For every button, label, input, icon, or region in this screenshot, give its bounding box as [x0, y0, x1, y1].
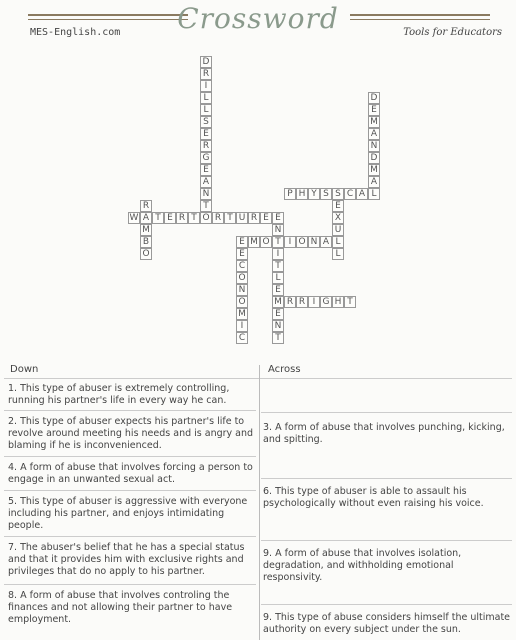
- clue-separator: [4, 410, 256, 411]
- crossword-cell[interactable]: T: [272, 236, 284, 248]
- site-name: MES-English.com: [30, 27, 121, 38]
- crossword-cell[interactable]: S: [332, 188, 344, 200]
- crossword-cell[interactable]: R: [140, 200, 152, 212]
- across-clue-3: 3. A form of abuse that involves punching, kicking, and spitting.: [263, 422, 505, 445]
- crossword-cell[interactable]: X: [332, 212, 344, 224]
- crossword-cell[interactable]: I: [200, 80, 212, 92]
- down-clue-4: 4. A form of abuse that involves forcing a person to engage in an unwanted sexual act.: [8, 462, 253, 485]
- crossword-cell[interactable]: T: [188, 212, 200, 224]
- crossword-cell[interactable]: E: [236, 236, 248, 248]
- crossword-cell[interactable]: E: [200, 128, 212, 140]
- crossword-cell[interactable]: E: [272, 308, 284, 320]
- across-clue-9b: 9. This type of abuse considers himself the ultimate authority on every subject under the sun.: [263, 612, 511, 635]
- crossword-cell[interactable]: A: [356, 188, 368, 200]
- crossword-cell[interactable]: O: [236, 296, 248, 308]
- crossword-cell[interactable]: N: [308, 236, 320, 248]
- across-heading: Across: [268, 364, 301, 375]
- tagline: Tools for Educators: [403, 27, 502, 38]
- crossword-cell[interactable]: N: [200, 188, 212, 200]
- crossword-cell[interactable]: T: [152, 212, 164, 224]
- crossword-cell[interactable]: S: [320, 188, 332, 200]
- crossword-cell[interactable]: N: [272, 224, 284, 236]
- crossword-cell[interactable]: I: [284, 236, 296, 248]
- crossword-cell[interactable]: R: [200, 68, 212, 80]
- crossword-cell[interactable]: L: [368, 188, 380, 200]
- crossword-cell[interactable]: O: [260, 236, 272, 248]
- down-clue-7: 7. The abuser's belief that he has a special status and that it provides him with exclusive rights and privileges that do no apply to his partner.: [8, 542, 245, 577]
- clue-separator: [261, 412, 512, 413]
- crossword-cell[interactable]: R: [296, 296, 308, 308]
- down-heading: Down: [10, 364, 39, 375]
- crossword-cell[interactable]: R: [248, 212, 260, 224]
- clue-separator: [261, 540, 512, 541]
- crossword-cell[interactable]: M: [272, 296, 284, 308]
- crossword-cell[interactable]: M: [248, 236, 260, 248]
- crossword-cell[interactable]: D: [200, 56, 212, 68]
- crossword-cell[interactable]: A: [320, 236, 332, 248]
- crossword-cell[interactable]: N: [272, 320, 284, 332]
- crossword-cell[interactable]: U: [236, 212, 248, 224]
- crossword-cell[interactable]: E: [200, 164, 212, 176]
- down-clue-2: 2. This type of abuser expects his partner's life to revolve around meeting his needs and is angry and blaming if he is inconvenienced.: [8, 416, 254, 451]
- down-clue-8: 8. A form of abuse that involves controling the finances and not allowing their partner to have employment.: [8, 590, 233, 625]
- crossword-cell[interactable]: O: [140, 248, 152, 260]
- clue-header-rule: [4, 378, 512, 379]
- crossword-cell[interactable]: N: [368, 140, 380, 152]
- column-divider: [259, 365, 260, 640]
- clue-separator: [4, 584, 256, 585]
- crossword-cell[interactable]: W: [129, 213, 139, 223]
- crossword-cell[interactable]: T: [344, 296, 356, 308]
- crossword-cell[interactable]: D: [368, 152, 380, 164]
- clue-separator: [261, 478, 512, 479]
- crossword-cell[interactable]: T: [272, 260, 284, 272]
- crossword-cell[interactable]: I: [272, 248, 284, 260]
- crossword-cell[interactable]: P: [284, 188, 296, 200]
- crossword-cell[interactable]: C: [344, 188, 356, 200]
- crossword-cell[interactable]: L: [272, 272, 284, 284]
- crossword-cell[interactable]: E: [236, 248, 248, 260]
- clue-separator: [4, 536, 256, 537]
- crossword-cell[interactable]: E: [272, 212, 284, 224]
- crossword-cell[interactable]: T: [200, 200, 212, 212]
- crossword-cell[interactable]: A: [200, 176, 212, 188]
- crossword-cell[interactable]: O: [236, 272, 248, 284]
- down-clue-5: 5. This type of abuser is aggressive with everyone including his partner, and enjoys intimidating people.: [8, 496, 248, 531]
- crossword-cell[interactable]: L: [200, 104, 212, 116]
- crossword-cell[interactable]: B: [140, 236, 152, 248]
- crossword-cell[interactable]: M: [368, 164, 380, 176]
- crossword-cell[interactable]: E: [332, 200, 344, 212]
- crossword-cell[interactable]: M: [236, 308, 248, 320]
- crossword-cell[interactable]: C: [236, 260, 248, 272]
- crossword-cell[interactable]: O: [200, 212, 212, 224]
- crossword-cell[interactable]: E: [164, 212, 176, 224]
- crossword-cell[interactable]: A: [140, 212, 152, 224]
- crossword-cell[interactable]: L: [200, 92, 212, 104]
- crossword-cell[interactable]: A: [368, 128, 380, 140]
- across-clue-6: 6. This type of abuser is able to assault his psychologically without even raising his voice.: [263, 486, 484, 509]
- crossword-cell[interactable]: H: [296, 188, 308, 200]
- crossword-cell[interactable]: S: [200, 116, 212, 128]
- clue-separator: [4, 490, 256, 491]
- crossword-cell[interactable]: R: [200, 140, 212, 152]
- crossword-cell[interactable]: R: [212, 212, 224, 224]
- crossword-cell[interactable]: L: [332, 236, 344, 248]
- clue-separator: [261, 604, 512, 605]
- crossword-cell[interactable]: D: [368, 92, 380, 104]
- crossword-cell[interactable]: I: [236, 320, 248, 332]
- crossword-cell[interactable]: A: [368, 176, 380, 188]
- crossword-cell[interactable]: Y: [308, 188, 320, 200]
- crossword-cell[interactable]: G: [200, 152, 212, 164]
- crossword-cell[interactable]: R: [176, 212, 188, 224]
- crossword-cell[interactable]: E: [260, 212, 272, 224]
- crossword-cell[interactable]: R: [284, 296, 296, 308]
- page-title: Crossword: [177, 2, 339, 35]
- crossword-cell[interactable]: M: [368, 116, 380, 128]
- crossword-cell[interactable]: M: [140, 224, 152, 236]
- clue-separator: [4, 456, 256, 457]
- crossword-cell[interactable]: G: [320, 296, 332, 308]
- crossword-cell[interactable]: T: [272, 332, 284, 344]
- crossword-cell[interactable]: H: [332, 296, 344, 308]
- down-clue-1: 1. This type of abuser is extremely controlling, running his partner's life in every way he can.: [8, 383, 230, 406]
- crossword-cell[interactable]: N: [236, 284, 248, 296]
- crossword-cell[interactable]: E: [368, 104, 380, 116]
- crossword-cell[interactable]: T: [224, 212, 236, 224]
- across-clue-9: 9. A form of abuse that involves isolation, degradation, and withholding emotional responsivity.: [263, 548, 462, 583]
- crossword-cell[interactable]: C: [236, 332, 248, 344]
- crossword-cell[interactable]: E: [272, 284, 284, 296]
- crossword-cell[interactable]: I: [308, 296, 320, 308]
- crossword-cell[interactable]: U: [332, 224, 344, 236]
- crossword-cell[interactable]: L: [332, 248, 344, 260]
- crossword-cell[interactable]: O: [296, 236, 308, 248]
